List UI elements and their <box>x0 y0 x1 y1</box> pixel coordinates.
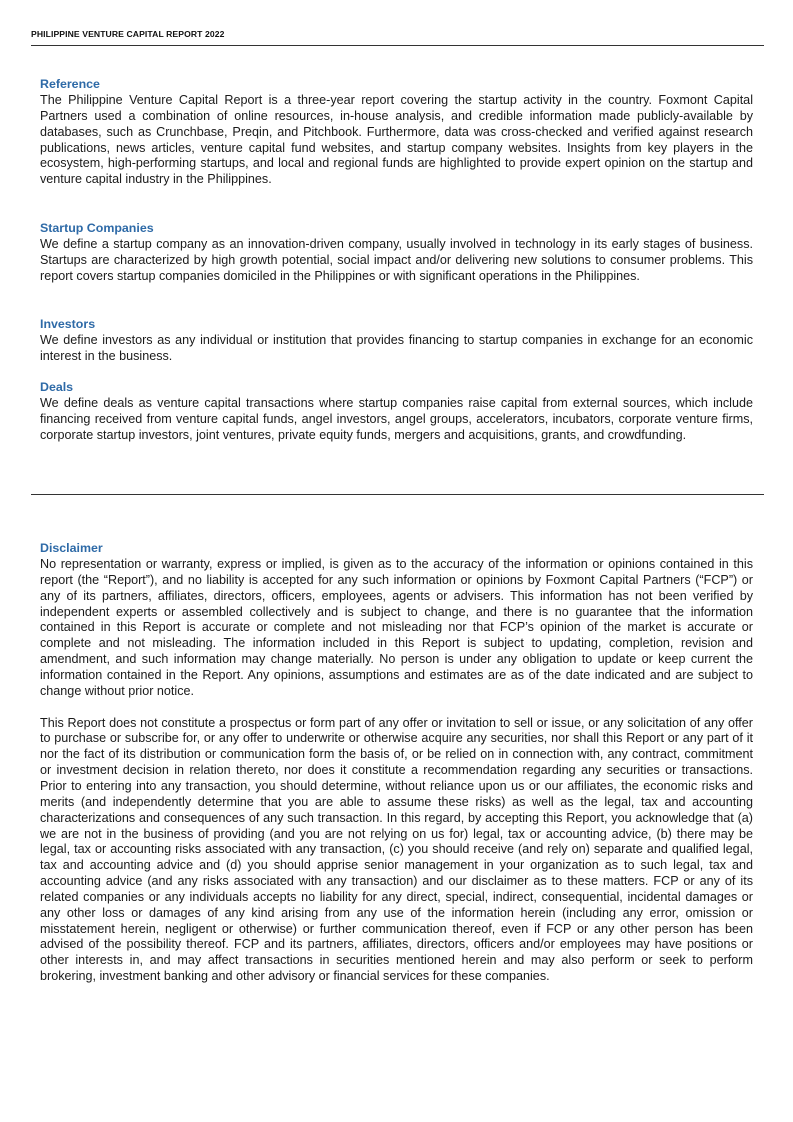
investors-heading: Investors <box>40 317 96 331</box>
section-startup-companies <box>40 221 753 285</box>
section-investors <box>40 317 753 365</box>
section-reference <box>40 77 753 188</box>
deals-body: We define deals as venture capital transactions where startup companies raise capital from external sources, which include financing received from venture capital funds, angel investors, angel groups, accelerators, incubators, corporate venture firms, corporate startup investors, joint ventures, private equity funds, mergers and acquisitions, grants, and crowdfunding. <box>40 396 753 442</box>
deals-heading: Deals <box>40 380 74 394</box>
reference-heading: Reference <box>40 77 100 91</box>
disclaimer-paragraph-2: This Report does not constitute a prospectus or form part of any offer or invitation to sell or issue, or any solicitation of any offer to purchase or subscribe for, or any offer to underwrite or otherwise acquire any securities, nor shall this Report or any part of it nor the fact of its distribution or communication form the basis of, or be relied on in connection with, any contract, commitment or investment decision in relation thereto, nor does it constitute a recommendation regarding any securities or transactions. Prior to entering into any transaction, you should determine, without reliance upon us or our affiliates, the economic risks and merits (and independently determine that you are able to assume these risks) as well as the legal, tax and accounting characterizations and consequences of any such transaction. In this regard, by accepting this Report, you acknowledge that (a) we are not in the business of providing (and you are not relying on us for) legal, tax or accounting advice, (b) there may be legal, tax or accounting risks associated with any transaction, (c) you should receive (and rely on) separate and qualified legal, tax and accounting advice and (d) you should apprise senior management in your organization as to such legal, tax and accounting advice (and any risks associated with any transaction) and our disclaimer as to these matters. FCP or any of its related companies or any individuals accepts no liability for any direct, special, indirect, consequential, incidental damages or any other loss or damages of any kind arising from any use of the information herein (including any error, omission or misstatement herein, negligent or otherwise) or further communication thereof, even if FCP or any other person has been advised of the possibility thereof. FCP and its partners, affiliates, directors, officers and/or employees may have positions or other interests in, and may affect transactions in securities mentioned herein and may also perform or seek to perform brokering, investment banking and other advisory or financial services for these companies. <box>40 715 753 984</box>
section-divider <box>31 494 764 495</box>
header-divider <box>31 45 764 46</box>
disclaimer-heading: Disclaimer <box>40 541 103 555</box>
section-deals <box>40 380 753 444</box>
section-disclaimer <box>40 541 753 985</box>
reference-body: The Philippine Venture Capital Report is a three-year report covering the startup activity in the country. Foxmont Capital Partners used a combination of online resources, in-house analysis, and credible information made publicly-available by databases, such as Crunchbase, Preqin, and Pitchbook. Furthermore, data was cross-checked and verified against research publications, news articles, venture capital fund websites, and startup company websites. Insights from key players in the ecosystem, high-performing startups, and local and regional funds are highlighted to provide expert opinion on the startup and venture capital industry in the Philippines. <box>40 93 753 187</box>
startup-companies-heading: Startup Companies <box>40 221 154 235</box>
startup-companies-body: We define a startup company as an innovation-driven company, usually involved in technology in its early stages of business. Startups are characterized by high growth potential, social impact and/or delivering new solutions to consumer problems. This report covers startup companies domiciled in the Philippines or with significant operations in the Philippines. <box>40 237 753 283</box>
investors-body: We define investors as any individual or institution that provides financing to startup companies in exchange for an economic interest in the business. <box>40 333 753 363</box>
disclaimer-paragraph-1: No representation or warranty, express or implied, is given as to the accuracy of the information or opinions contained in this report (the “Report”), and no liability is accepted for any such information or opinions by Foxmont Capital Partners (“FCP”) or any of its partners, affiliates, directors, officers, employees, agents or advisers. This information has not been verified by independent experts or assembled collectively and is subject to change, and there is no guarantee that the information contained in this Report is accurate or complete and not misleading nor that FCP’s opinion of the market is accurate or complete and not misleading. The information included in this Report is subject to updating, completion, revision and amendment, and such information may change materially. No person is under any obligation to update or keep current the information contained in the Report. Any opinions, assumptions and estimates are as of the date indicated and are subject to change without prior notice. <box>40 557 753 698</box>
page-header-title: PHILIPPINE VENTURE CAPITAL REPORT 2022 <box>31 29 225 39</box>
